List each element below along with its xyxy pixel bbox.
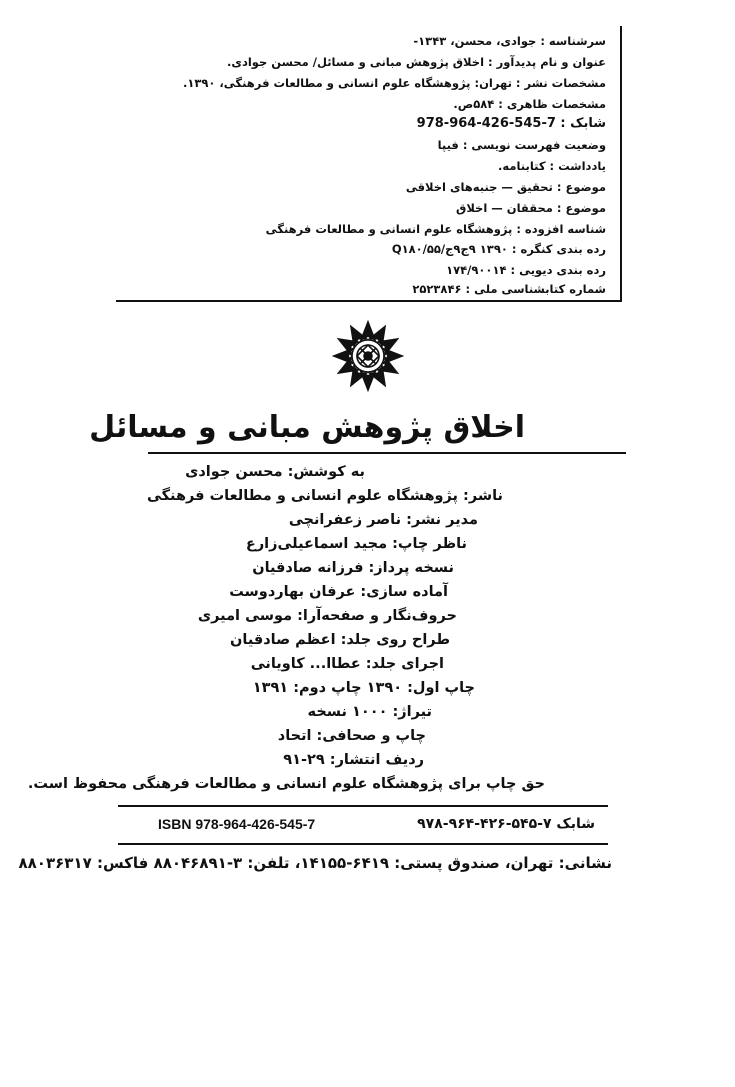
catalog-line-national-no: شماره کتابشناسی ملی : ۲۵۲۳۸۴۶ bbox=[412, 282, 606, 296]
isbn-latin: ISBN 978-964-426-545-7 bbox=[158, 816, 316, 832]
catalog-line-lc-class: رده بندی کنگره : ۱۳۹۰ ۹ج۹ج/۵۵/Q۱۸۰ bbox=[391, 242, 606, 256]
copyright-notice: حق چاپ برای پژوهشگاه علوم انسانی و مطالعات فرهنگی محفوظ است. bbox=[27, 776, 545, 792]
catalog-line-title: عنوان و نام پدیدآور : اخلاق پژوهش مبانی و مسائل/ محسن جوادی. bbox=[227, 55, 606, 69]
credit-cover-designer: طراح روی جلد: اعظم صادقیان bbox=[230, 632, 450, 648]
catalog-line-subject-2: موضوع : محققان — اخلاق bbox=[456, 201, 606, 215]
isbn-top-rule bbox=[118, 805, 608, 807]
credit-editor: به کوشش: محسن جوادی bbox=[185, 464, 365, 480]
catalog-line-status: وضعیت فهرست نویسی : فیپا bbox=[437, 138, 606, 152]
title-divider bbox=[148, 452, 626, 454]
catalog-line-note: یادداشت : کتابنامه. bbox=[498, 159, 606, 173]
credit-cover-execution: اجرای جلد: عطاا... کاویانی bbox=[250, 656, 444, 672]
catalog-line-physical: مشخصات ظاهری : ۵۸۴ص. bbox=[453, 97, 606, 111]
publisher-address: نشانی: تهران، صندوق پستی: ۶۴۱۹-۱۴۱۵۵، تلفن: ۳-۸۸۰۴۶۸۹۱ فاکس: ۸۸۰۳۶۳۱۷ bbox=[18, 854, 612, 872]
cataloging-box bbox=[116, 26, 622, 302]
isbn-persian: شابک ۷-۵۴۵-۴۲۶-۹۶۴-۹۷۸ bbox=[417, 816, 595, 832]
credit-copy-editor: نسخه پرداز: فرزانه صادقیان bbox=[252, 560, 454, 576]
credit-print-supervisor: ناظر چاپ: مجید اسماعیلی‌زارع bbox=[245, 536, 467, 552]
catalog-line-subject-1: موضوع : تحقیق — جنبه‌های اخلاقی bbox=[405, 180, 606, 194]
catalog-line-added-entry: شناسه افزوده : پژوهشگاه علوم انسانی و مطالعات فرهنگی bbox=[265, 222, 606, 236]
credit-printing-binding: چاپ و صحافی: اتحاد bbox=[277, 728, 426, 744]
credit-typesetter: حروف‌نگار و صفحه‌آرا: موسی امیری bbox=[197, 608, 457, 624]
credit-publication-row: ردیف انتشار: ۲۹-۹۱ bbox=[283, 752, 424, 768]
catalog-line-publication: مشخصات نشر : تهران: پژوهشگاه علوم انسانی و مطالعات فرهنگی، ۱۳۹۰. bbox=[182, 76, 606, 90]
credit-publisher: ناشر: پژوهشگاه علوم انسانی و مطالعات فرهنگی bbox=[146, 488, 503, 504]
credit-publish-manager: مدیر نشر: ناصر زعفرانچی bbox=[288, 512, 478, 528]
catalog-line-author: سرشناسه : جوادی، محسن، ۱۳۴۳- bbox=[413, 34, 606, 48]
isbn-bottom-rule bbox=[118, 843, 608, 845]
catalog-line-dewey: رده بندی دیویی : ۱۷۴/۹۰۰۱۴ bbox=[446, 263, 606, 277]
credit-preparation: آماده سازی: عرفان بهاردوست bbox=[229, 584, 448, 600]
catalog-line-isbn: شابک : 7-545-426-964-978 bbox=[416, 116, 606, 131]
book-title: اخلاق پژوهش مبانی و مسائل bbox=[89, 410, 525, 445]
credit-print-run: تیراژ: ۱۰۰۰ نسخه bbox=[307, 704, 432, 720]
credit-print-editions: چاپ اول: ۱۳۹۰ چاپ دوم: ۱۳۹۱ bbox=[252, 680, 475, 696]
institute-emblem-icon bbox=[332, 320, 404, 392]
